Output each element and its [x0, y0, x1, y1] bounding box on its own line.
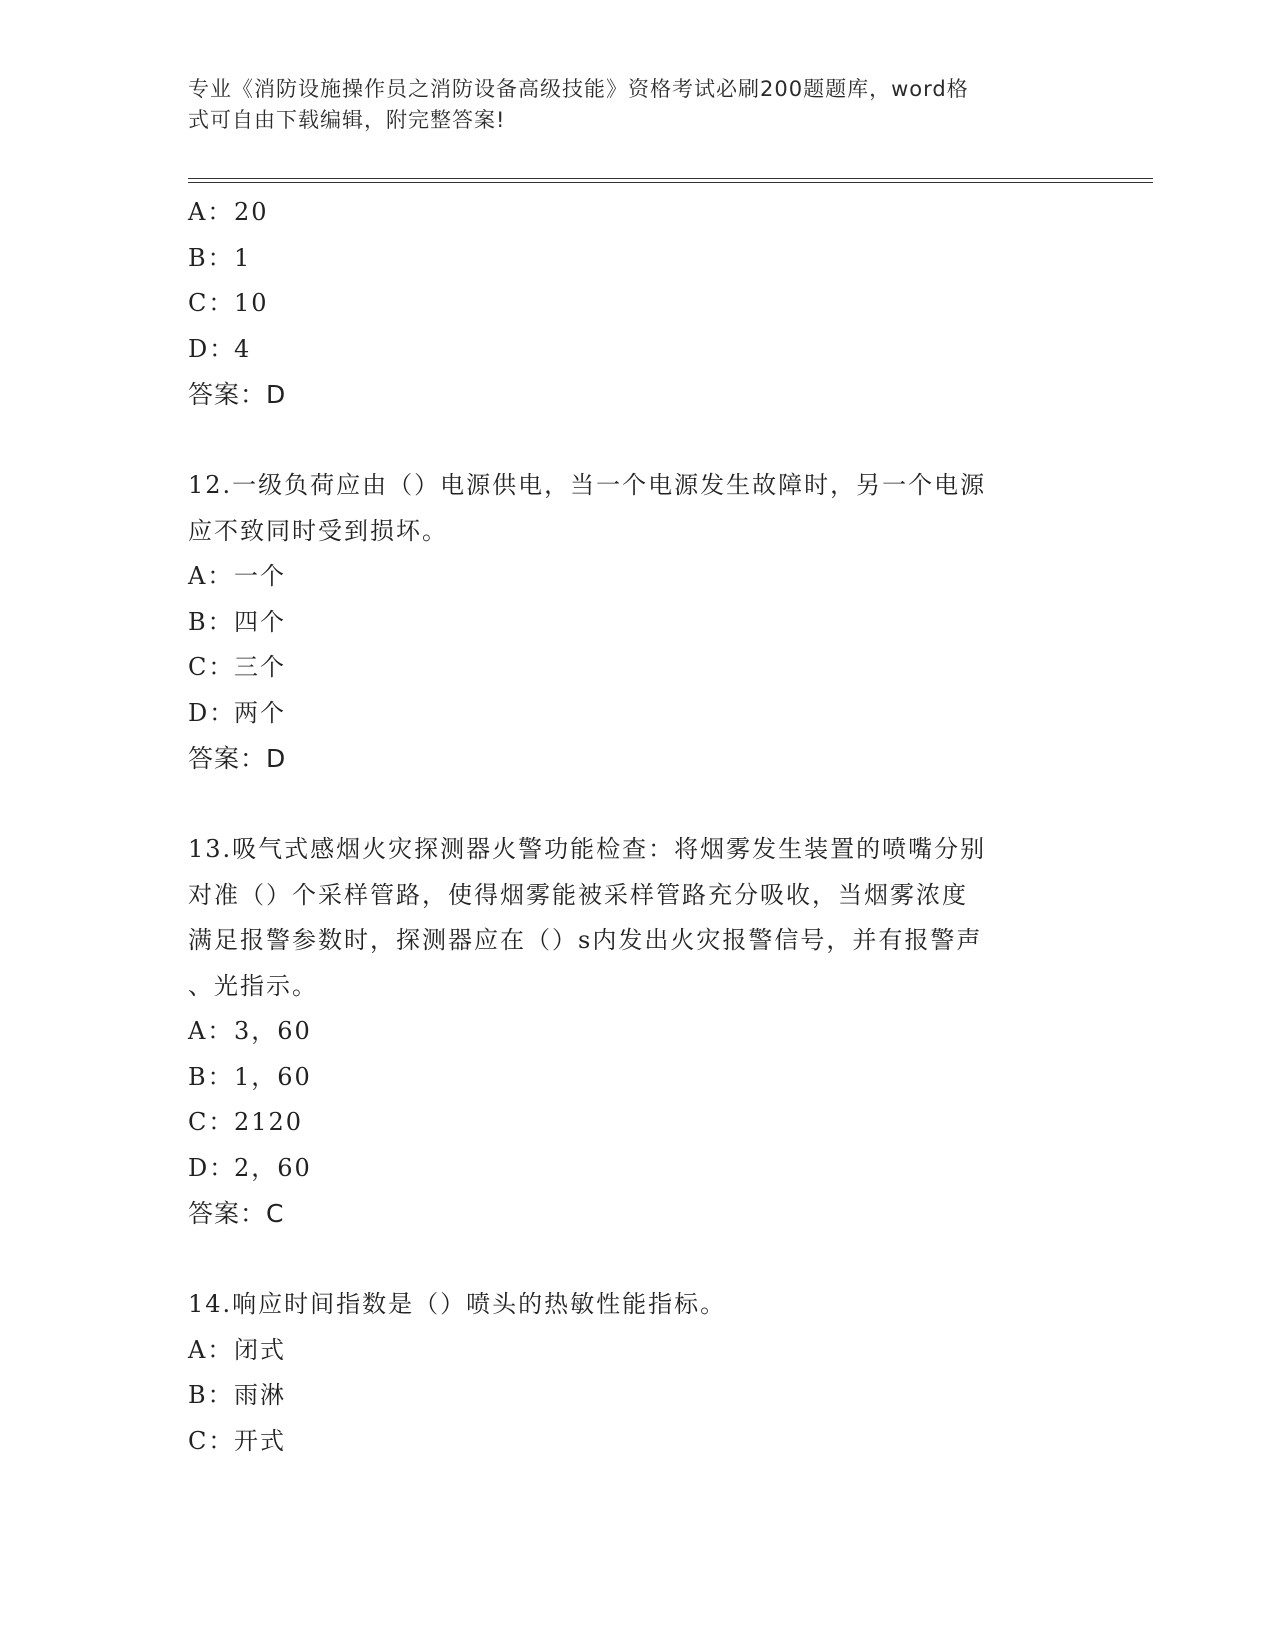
- header-line-1: 专业《消防设施操作员之消防设备高级技能》资格考试必刷200题题库，word格: [188, 77, 969, 101]
- option-d: D：两个: [188, 698, 286, 727]
- answer-line: 答案：D: [188, 744, 287, 773]
- question-text-line: 、光指示。: [188, 971, 318, 1000]
- option-a: A：3，60: [188, 1017, 312, 1045]
- spacer: [188, 418, 1088, 464]
- option-a: A：20: [188, 198, 269, 226]
- header-divider: [188, 178, 1153, 183]
- question-text-line: 应不致同时受到损坏。: [188, 516, 448, 545]
- spacer: [188, 782, 1088, 828]
- option-b: B：1，60: [188, 1062, 312, 1091]
- question-text-line: 对准（）个采样管路，使得烟雾能被采样管路充分吸收，当烟雾浓度: [188, 880, 968, 909]
- question-14: [188, 1282, 1088, 1464]
- question-text-line: 12.一级负荷应由（）电源供电，当一个电源发生故障时，另一个电源: [188, 471, 987, 499]
- question-content: [188, 190, 1088, 1464]
- option-c: C：三个: [188, 653, 286, 681]
- question-11: [188, 190, 1088, 418]
- option-b: B：雨淋: [188, 1381, 286, 1409]
- question-13: [188, 827, 1088, 1237]
- option-a: A：一个: [188, 562, 286, 590]
- option-a: A：闭式: [188, 1335, 286, 1364]
- question-text-line: 13.吸气式感烟火灾探测器火警功能检查：将烟雾发生装置的喷嘴分别: [188, 835, 987, 863]
- answer-line: 答案：D: [188, 380, 287, 409]
- option-b: B：四个: [188, 607, 286, 636]
- question-text-line: 14.响应时间指数是（）喷头的热敏性能指标。: [188, 1290, 727, 1318]
- option-b: B：1: [188, 243, 252, 272]
- option-c: C：2120: [188, 1108, 304, 1136]
- spacer: [188, 1237, 1088, 1283]
- option-d: D：4: [188, 334, 252, 363]
- question-text-line: 满足报警参数时，探测器应在（）s内发出火灾报警信号，并有报警声: [188, 926, 983, 954]
- question-12: [188, 463, 1088, 782]
- option-d: D：2，60: [188, 1153, 312, 1182]
- answer-line: 答案：C: [188, 1199, 285, 1228]
- document-header: [188, 74, 1068, 136]
- option-c: C：10: [188, 289, 269, 317]
- header-line-2: 式可自由下载编辑，附完整答案!: [188, 108, 506, 132]
- option-c: C：开式: [188, 1426, 286, 1455]
